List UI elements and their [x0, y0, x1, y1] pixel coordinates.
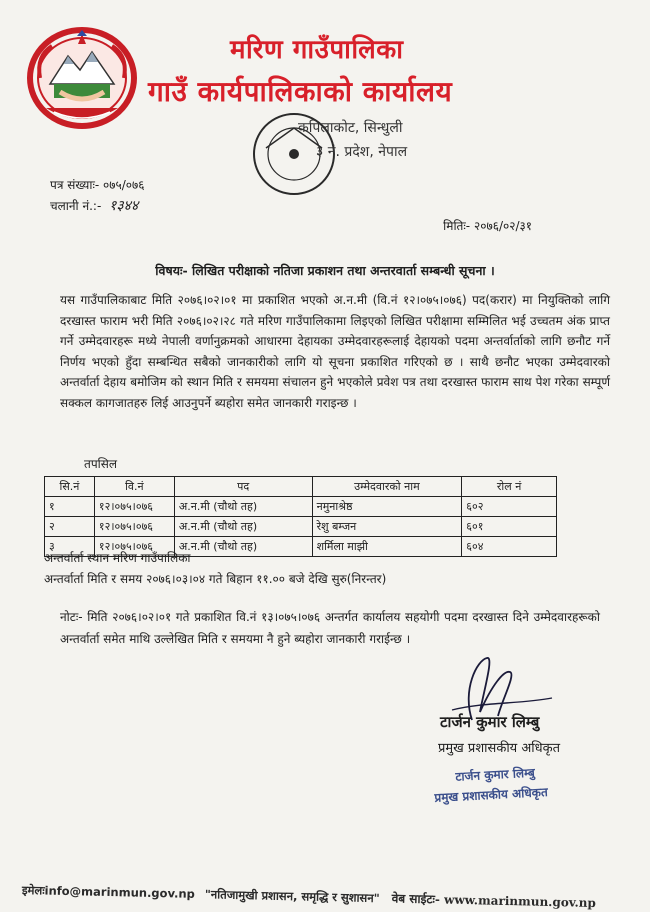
- cell-serial: २: [45, 517, 95, 537]
- interview-place: अन्तर्वार्ता स्थान मरिण गाउँपालिका: [44, 551, 191, 565]
- details-label: तपसिल: [84, 457, 118, 471]
- cell-post: अ.न.मी (चौथो तह): [174, 497, 312, 517]
- footer: [22, 881, 622, 912]
- footer-slogan: "नतिजामुखी प्रशासन, समृद्धि र सुशासन": [204, 887, 380, 906]
- designation-stamp: [433, 761, 585, 813]
- col-advert-no: वि.नं: [94, 477, 174, 497]
- signatory-title: प्रमुख प्रशासकीय अधिकृत: [438, 741, 561, 756]
- candidates-table: [44, 476, 557, 557]
- col-serial: सि.नं: [45, 477, 95, 497]
- letter-number-value: ०७५/०७६: [103, 178, 145, 192]
- date-value: २०७६/०२/३१: [473, 219, 532, 233]
- nepal-emblem-icon: [26, 26, 138, 132]
- cell-roll-no: ६०४: [462, 537, 557, 557]
- signatory-name: टार्जन कुमार लिम्बु: [440, 713, 540, 731]
- stamp-name: टार्जन कुमार लिम्बु: [455, 765, 536, 784]
- letter-number: [50, 176, 145, 193]
- letter-date: [443, 217, 532, 234]
- col-candidate-name: उम्मेदवारको नाम: [312, 477, 462, 497]
- stamp-title: प्रमुख प्रशासकीय अधिकृत: [434, 784, 549, 805]
- footer-website-link[interactable]: वेब साईटः- www.marinmun.gov.np: [391, 891, 597, 911]
- letter-number-label: पत्र संख्याः-: [50, 178, 100, 192]
- office-subtitle: गाउँ कार्यपालिकाको कार्यालय: [148, 75, 453, 108]
- cell-serial: ३: [45, 537, 95, 557]
- table-row: [45, 497, 557, 517]
- office-title: मरिण गाउँपालिका: [230, 35, 404, 65]
- cell-candidate-name: नमुनाश्रेष्ठ: [312, 497, 462, 517]
- dispatch-number-value: १३४४: [109, 198, 139, 214]
- interview-datetime: अन्तर्वार्ता मिति र समय २०७६।०३।०४ गते बिहान ११.०० बजे देखि सुरु(निरन्तर): [44, 572, 387, 586]
- subject-line: विषयः- लिखित परीक्षाको नतिजा प्रकाशन तथा अन्तरवार्ता सम्बन्धी सूचना ।: [155, 263, 495, 278]
- cell-candidate-name: शर्मिला माझी: [312, 537, 462, 557]
- footer-email-link[interactable]: इमेलःinfo@marinmun.gov.np: [21, 883, 196, 901]
- cell-advert-no: १२।०७५।०७६: [94, 497, 174, 517]
- dispatch-number: [50, 196, 138, 215]
- col-roll-no: रोल नं: [462, 477, 557, 497]
- cell-candidate-name: रेशु बम्जन: [312, 517, 462, 537]
- col-post: पद: [174, 477, 312, 497]
- cell-advert-no: १२।०७५।०७६: [94, 537, 174, 557]
- dispatch-number-label: चलानी नं.:-: [50, 199, 102, 213]
- cell-advert-no: १२।०७५।०७६: [94, 517, 174, 537]
- office-address-province: ३ नं. प्रदेश, नेपाल: [316, 144, 408, 160]
- cell-roll-no: ६०२: [462, 497, 557, 517]
- cell-serial: १: [45, 497, 95, 517]
- table-row: [45, 517, 557, 537]
- note-paragraph: नोटः- मिति २०७६।०२।०१ गते प्रकाशित वि.नं १३।०७५।०७६ अन्तर्गत कार्यालय सहयोगी पदमा दरखास्त दिने उम्मेदवारहरूको अन्तर्वार्ता समेत माथि उल्लेखित मिति र समयमा नै हुने ब्यहोरा जानकारी गराईन्छ ।: [60, 610, 600, 646]
- cell-roll-no: ६०१: [462, 517, 557, 537]
- cell-post: अ.न.मी (चौथो तह): [174, 537, 312, 557]
- cell-post: अ.न.मी (चौथो तह): [174, 517, 312, 537]
- date-label: मितिः-: [443, 219, 471, 233]
- office-address-district: कपिलाकोट, सिन्धुली: [298, 120, 403, 136]
- table-header-row: [45, 477, 557, 497]
- notice-body: यस गाउँपालिकाबाट मिति २०७६।०२।०१ मा प्रकाशित भएको अ.न.मी (वि.नं १२।०७५।०७६) पद(करार) मा नियुक्तिको लागि दरखास्त फाराम भरी मिति २०७६।०२।२८ गते मरिण गाउँपालिकामा लिइएको लिखित परीक्षामा सम्मिलित भई उच्चतम अंक प्राप्त गर्ने उम्मेदवारहरू मध्ये नेपाली वर्णानुक्रमको आधारमा देहायका उम्मेदवारहरूलाई देहायको पदमा अन्तर्वार्ताको लागि छनौट गर्ने निर्णय भएको हुँदा सम्बन्धित सबैको जानकारीको लागि यो सूचना प्रकाशित गरिएको छ । साथै छनौट भएका उम्मेदवारको अन्तर्वार्ता देहाय बमोजिम को स्थान मिति र समयमा संचालन हुने भएकोले प्रवेश पत्र तथा दरखास्त फाराम साथ पेश गरेका सम्पूर्ण सक्कल कागजातहरु लिई आउनुपर्ने ब्यहोरा समेत जानकारी गराइन्छ ।: [60, 293, 610, 410]
